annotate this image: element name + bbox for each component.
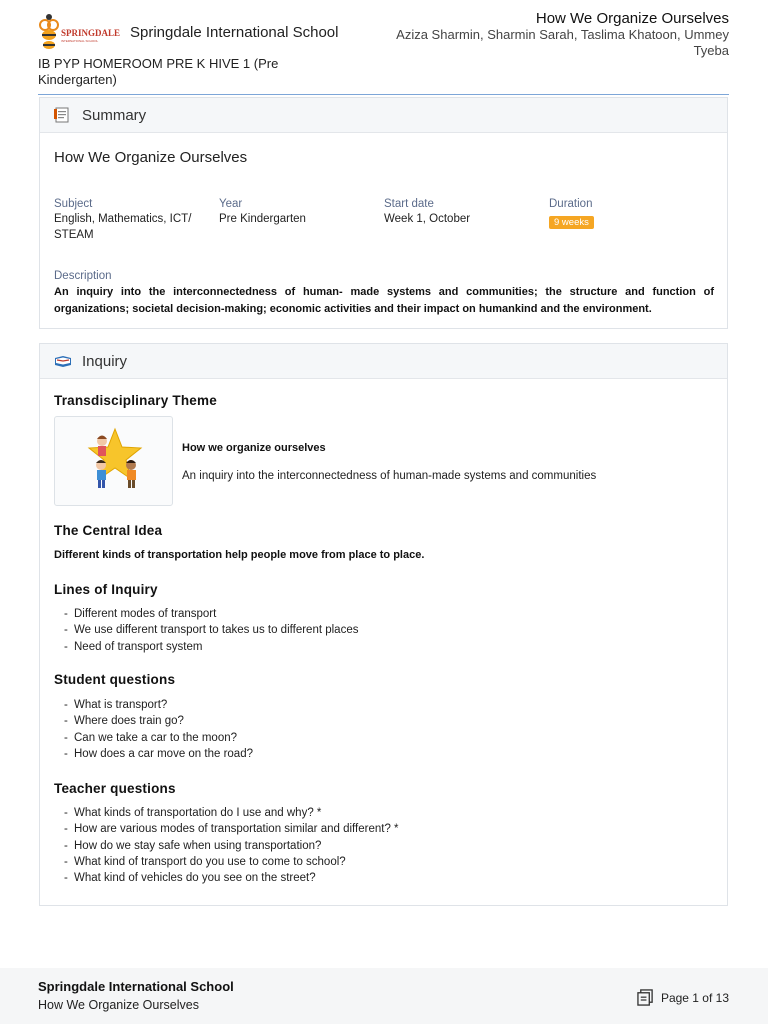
inquiry-header — [40, 344, 727, 379]
list-item: - Can we take a car to the moon? — [64, 730, 664, 746]
theme-heading: Transdisciplinary Theme — [54, 393, 217, 408]
lines-of-inquiry-list — [64, 606, 664, 655]
list-item: - What is transport? — [64, 697, 664, 713]
footer-doc-title: How We Organize Ourselves — [38, 998, 199, 1012]
inquiry-title: Inquiry — [82, 352, 128, 370]
subject-label: Subject — [54, 198, 93, 210]
description-field — [54, 270, 714, 317]
duration-badge: 9 weeks — [549, 216, 594, 229]
list-item: - Need of transport system — [64, 639, 664, 655]
book-icon — [54, 353, 72, 369]
list-item: - What kinds of transportation do I use and why? * — [64, 805, 664, 821]
description-label: Description — [54, 270, 112, 282]
subject-value: English, Mathematics, ICT/ STEAM — [54, 213, 192, 241]
inquiry-card — [39, 343, 728, 906]
school-name: Springdale International School — [130, 24, 339, 41]
document-title: How We Organize Ourselves — [535, 10, 729, 27]
lines-of-inquiry-heading: Lines of Inquiry — [54, 582, 158, 597]
start-date-value: Week 1, October — [384, 213, 471, 225]
page-number: Page 1 of 13 — [660, 990, 729, 1005]
page-footer — [0, 968, 768, 1024]
list-item: - Where does train go? — [64, 713, 664, 729]
bee-logo-icon — [38, 12, 124, 52]
teacher-questions-list — [64, 805, 664, 886]
list-item: - What kind of vehicles do you see on the street? — [64, 870, 664, 886]
svg-text:SPRINGDALE: SPRINGDALE — [61, 28, 121, 38]
pages-icon — [637, 989, 654, 1006]
year-field — [219, 198, 369, 227]
subject-field — [54, 198, 204, 243]
footer-school-name: Springdale International School — [38, 979, 234, 994]
start-date-field — [384, 198, 534, 227]
list-item: - What kind of transport do you use to come to school? — [64, 854, 664, 870]
star-kids-illustration-icon — [55, 417, 172, 505]
theme-description: An inquiry into the interconnectedness of human-made systems and communities — [182, 470, 597, 482]
school-logo — [38, 12, 124, 52]
list-item: - How are various modes of transportation similar and different? * — [64, 821, 664, 837]
svg-text:INTERNATIONAL SCHOOL: INTERNATIONAL SCHOOL — [61, 39, 99, 43]
start-date-label: Start date — [384, 198, 434, 210]
theme-title: How we organize ourselves — [182, 442, 326, 454]
page-indicator — [637, 989, 729, 1006]
list-item: - How do we stay safe when using transportation? — [64, 838, 664, 854]
list-item: - How does a car move on the road? — [64, 746, 664, 762]
summary-card — [39, 97, 728, 329]
student-questions-heading: Student questions — [54, 672, 176, 687]
list-item: - We use different transport to takes us to different places — [64, 622, 664, 638]
teacher-questions-heading: Teacher questions — [54, 781, 176, 796]
year-label: Year — [219, 198, 243, 210]
central-idea-heading: The Central Idea — [54, 523, 163, 538]
central-idea-text: Different kinds of transportation help people move from place to place. — [54, 549, 425, 561]
duration-label: Duration — [549, 198, 593, 210]
summary-header — [40, 98, 727, 133]
student-questions-list — [64, 697, 664, 762]
duration-field — [549, 198, 699, 230]
theme-image — [54, 416, 173, 506]
unit-title: How We Organize Ourselves — [54, 149, 248, 166]
notes-icon — [54, 107, 72, 123]
year-value: Pre Kindergarten — [219, 213, 306, 225]
summary-title: Summary — [82, 106, 147, 124]
list-item: - Different modes of transport — [64, 606, 664, 622]
class-name: IB PYP HOMEROOM PRE K HIVE 1 (Pre Kindergarten) — [38, 56, 279, 87]
authors: Aziza Sharmin, Sharmin Sarah, Taslima Khatoon, Ummey Tyeba — [396, 27, 729, 58]
page-header — [38, 10, 729, 95]
description-text: An inquiry into the interconnectedness of human- made systems and communities; the structure and function of organizations; societal decision-making; economic activities and their impact on humankind and the environment. — [54, 286, 714, 315]
